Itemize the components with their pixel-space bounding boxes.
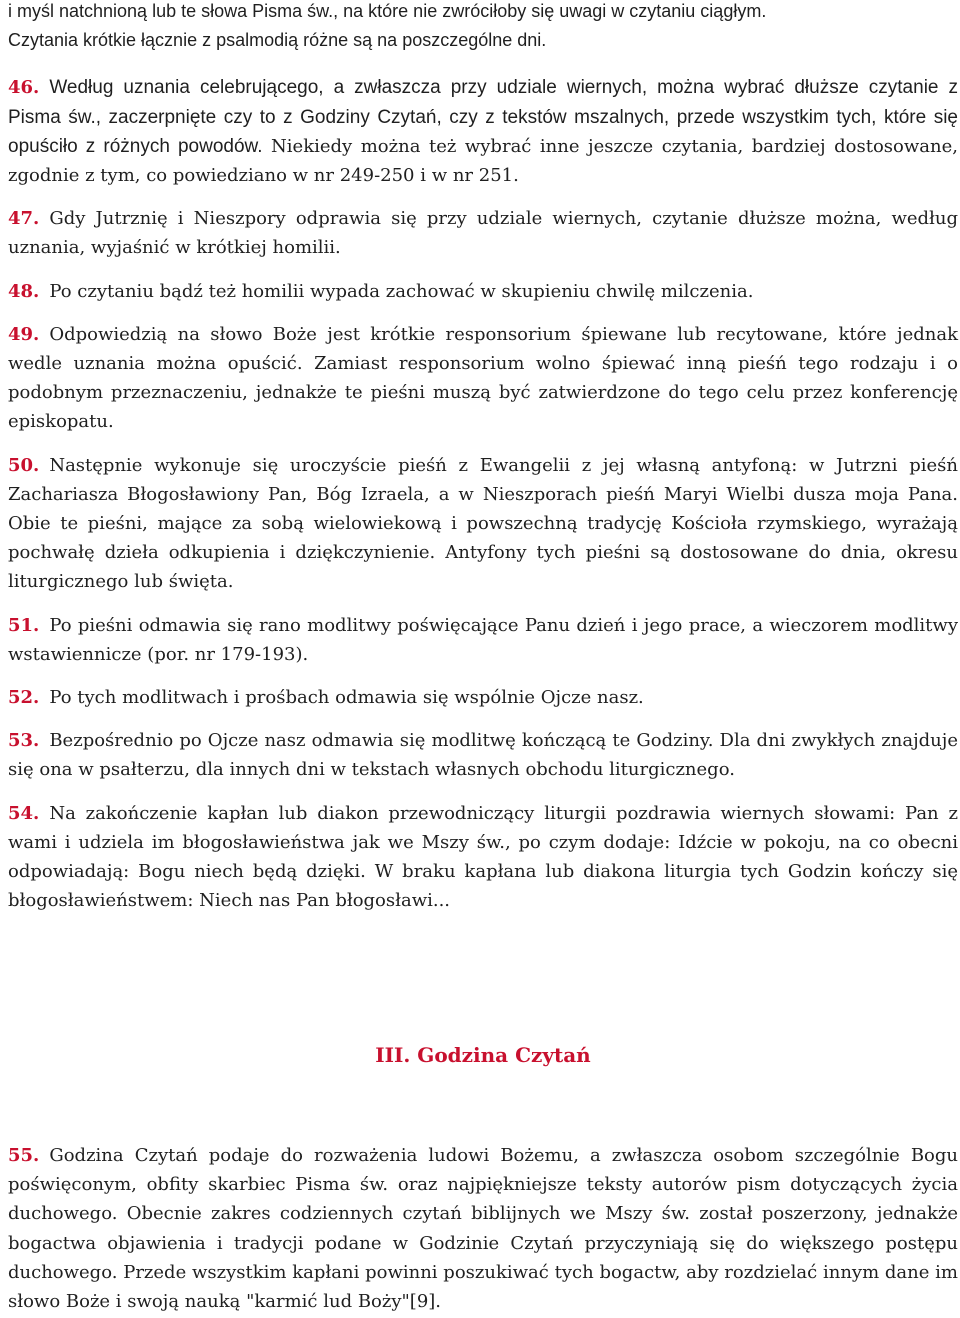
paragraph-number: 55. xyxy=(8,1145,40,1166)
paragraph-51 xyxy=(8,611,958,669)
paragraph-text: Gdy Jutrznię i Nieszpory odprawia się przy udziale wiernych, czytanie dłuższe można, według uznania, wyjaśnić w krótkiej homilii. xyxy=(8,208,958,259)
paragraph-52 xyxy=(8,683,958,712)
intro-paragraph xyxy=(8,0,958,55)
paragraph-number: 50. xyxy=(8,454,40,476)
paragraph-55 xyxy=(8,1141,958,1316)
paragraph-text: Godzina Czytań podaje do rozważenia ludowi Bożemu, a zwłaszcza osobom szczególnie Bogu poświęconym, obfity skarbiec Pisma św. oraz najpiękniejsze teksty autorów pism dotyczących życia duchowego. Obecnie zakres codziennych czytań biblijnych we Mszy św. został poszerzony, jednakże bogactwa objawienia i tradycji podane w Godzinie Czytań przyczyniają się do większego postępu duchowego. Przede wszystkim kapłani powinni poszukiwać tych bogactw, aby rozdzielać innym dane im słowo Boże i swoją nauką "karmić lud Boży"[9]. xyxy=(8,1145,958,1313)
paragraph-text-sans: Według uznania celebrującego, a zwłaszcza przy udziale wiernych, można wybrać dłuższe czytanie z Pisma św., zaczerpnięte czy to z Godziny Czytań, czy z tekstów mszalnych, przede wszystkim tych, które się opuściło z różnych powodów. xyxy=(8,77,958,157)
paragraph-text: Odpowiedzią na słowo Boże jest krótkie responsorium śpiewane lub recytowane, które jednak wedle uznania można opuścić. Zamiast responsorium wolno śpiewać inną pieśń tego rodzaju i o podobnym przeznaczeniu, jednakże te pieśni muszą być zatwierdzone do tego celu przez konferencję episkopatu. xyxy=(8,323,958,433)
intro-line-2: Czytania krótkie łącznie z psalmodią różne są na poszczególne dni. xyxy=(8,30,547,51)
document-page xyxy=(8,0,958,1313)
paragraph-46 xyxy=(8,73,958,190)
paragraph-number: 47. xyxy=(8,208,40,230)
paragraph-text: Bezpośrednio po Ojcze nasz odmawia się modlitwę kończącą te Godziny. Dla dni zwykłych znajduje się ona w psałterzu, dla innych dni w tekstach własnych obchodu liturgicznego. xyxy=(8,730,958,781)
paragraph-53 xyxy=(8,726,958,784)
paragraph-54 xyxy=(8,799,958,916)
intro-line-1: i myśl natchnioną lub te słowa Pisma św., na które nie zwróciłoby się uwagi w czytaniu ciągłym. xyxy=(8,1,767,21)
paragraph-50 xyxy=(8,451,958,597)
paragraph-number: 52. xyxy=(8,687,40,709)
paragraph-text: Niekiedy można też wybrać inne jeszcze czytania, bardziej dostosowane, zgodnie z tym, co powiedziano w nr 249-250 i w nr 251. xyxy=(8,135,958,187)
paragraph-48 xyxy=(8,277,958,306)
paragraph-number: 51. xyxy=(8,614,40,636)
paragraph-text: Po tych modlitwach i prośbach odmawia się wspólnie Ojcze nasz. xyxy=(49,687,644,709)
paragraph-number: 53. xyxy=(8,730,40,752)
paragraph-text: Na zakończenie kapłan lub diakon przewodniczący liturgii pozdrawia wiernych słowami: Pan z wami i udziela im błogosławieństwa jak we Mszy św., po czym dodaje: Idźcie w pokoju, na co obecni odpowiadają: Bogu niech będą dzięki. W braku kapłana lub diakona liturgia tych Godzin kończy się błogosławieństwem: Niech nas Pan błogosławi... xyxy=(8,802,958,912)
paragraph-number: 49. xyxy=(8,323,40,345)
paragraph-47 xyxy=(8,204,958,262)
section-heading: III. Godzina Czytań xyxy=(375,1043,591,1067)
paragraph-text: Po pieśni odmawia się rano modlitwy poświęcające Panu dzień i jego prace, a wieczorem modlitwy wstawiennicze (por. nr 179-193). xyxy=(8,614,958,665)
paragraph-number: 54. xyxy=(8,802,40,824)
paragraph-text: Po czytaniu bądź też homilii wypada zachować w skupieniu chwilę milczenia. xyxy=(49,280,754,302)
paragraph-number: 46. xyxy=(8,77,40,99)
paragraph-49 xyxy=(8,320,958,437)
paragraph-number: 48. xyxy=(8,280,40,302)
paragraph-text: Następnie wykonuje się uroczyście pieśń z Ewangelii z jej własną antyfoną: w Jutrzni pieśń Zachariasza Błogosławiony Pan, Bóg Izraela, a w Nieszporach pieśń Maryi Wielbi dusza moja Pana. Obie te pieśni, mające za sobą wielowiekową i powszechną tradycję Kościoła rzymskiego, wyrażają pochwałę dzieła odkupienia i dziękczynienie. Antyfony tych pieśni są dostosowane do dnia, okresu liturgicznego lub święta. xyxy=(8,454,958,593)
